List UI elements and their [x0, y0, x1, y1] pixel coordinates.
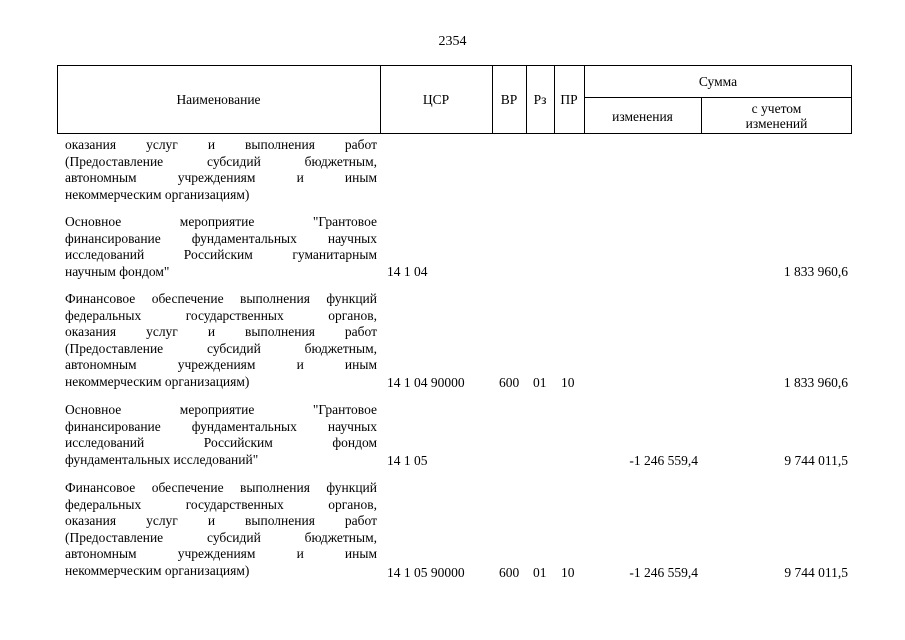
row-name-line: Финансовое обеспечение выполнения функций	[65, 480, 377, 495]
sum-subheader-divider	[584, 97, 852, 98]
row-name-line: Основное мероприятие "Грантовое	[65, 402, 377, 417]
header-changes: изменения	[612, 109, 673, 124]
header-vr: ВР	[500, 92, 518, 107]
header-bottom-border	[57, 133, 852, 134]
row-vr: 600	[499, 375, 520, 390]
header-pr: ПР	[560, 92, 578, 107]
row-name-line: финансирование фундаментальных научных	[65, 230, 377, 246]
header-csr: ЦСР	[422, 92, 450, 107]
row-csr: 14 1 04 90000	[387, 375, 465, 390]
row-total: 9 744 011,5	[784, 565, 848, 580]
header-sum: Сумма	[698, 74, 738, 89]
row-name-line: фундаментальных исследований"	[65, 451, 259, 467]
header-with-changes	[701, 101, 852, 131]
row-name-line: автономным учреждениям и иным	[65, 546, 377, 561]
row-name-line: Основное мероприятие "Грантовое	[65, 214, 377, 229]
row-name-line: некоммерческим организациям)	[65, 373, 250, 389]
row-name-line: (Предоставление субсидий бюджетным,	[65, 529, 377, 545]
row-name-line: автономным учреждениям и иным	[65, 357, 377, 372]
row-change: -1 246 559,4	[629, 453, 698, 468]
row-csr: 14 1 05	[387, 453, 428, 468]
row-rz: 01	[533, 375, 547, 390]
row-pr: 10	[561, 565, 575, 580]
row-rz: 01	[533, 565, 547, 580]
row-name-line: оказания услуг и выполнения работ	[65, 513, 377, 528]
row-pr: 10	[561, 375, 575, 390]
row-name-line: оказания услуг и выполнения работ	[65, 324, 377, 339]
row-csr: 14 1 04	[387, 264, 428, 279]
row-name	[65, 137, 377, 203]
row-name-line: финансирование фундаментальных научных	[65, 418, 377, 434]
row-name-line: некоммерческим организациям)	[65, 562, 250, 578]
header-with-changes-line2: изменений	[745, 116, 808, 131]
row-name-line: автономным учреждениям и иным	[65, 170, 377, 185]
row-name-line: (Предоставление субсидий бюджетным,	[65, 340, 377, 356]
header-with-changes-line1: с учетом	[751, 101, 802, 116]
row-name-line: оказания услуг и выполнения работ	[65, 137, 377, 152]
header-name: Наименование	[176, 92, 261, 107]
page-number: 2354	[438, 34, 467, 49]
row-name-line: научным фондом"	[65, 263, 170, 279]
row-name-line: Финансовое обеспечение выполнения функций	[65, 291, 377, 306]
row-total: 1 833 960,6	[783, 264, 848, 279]
row-name	[65, 480, 377, 579]
row-name-line: федеральных государственных органов,	[65, 307, 377, 323]
table-header	[57, 65, 852, 134]
header-rz: Рз	[533, 92, 547, 107]
row-name	[65, 402, 377, 468]
row-name-line: исследований Российским фондом	[65, 435, 377, 450]
row-name	[65, 214, 377, 280]
header-top-border	[57, 65, 852, 66]
row-vr: 600	[499, 565, 520, 580]
row-total: 1 833 960,6	[783, 375, 848, 390]
row-name-line: федеральных государственных органов,	[65, 496, 377, 512]
row-name-line: некоммерческим организациям)	[65, 186, 250, 202]
row-name-line: исследований Российским гуманитарным	[65, 247, 377, 262]
row-change: -1 246 559,4	[629, 565, 698, 580]
row-total: 9 744 011,5	[784, 453, 848, 468]
row-name-line: (Предоставление субсидий бюджетным,	[65, 153, 377, 169]
row-csr: 14 1 05 90000	[387, 565, 465, 580]
row-name	[65, 291, 377, 390]
